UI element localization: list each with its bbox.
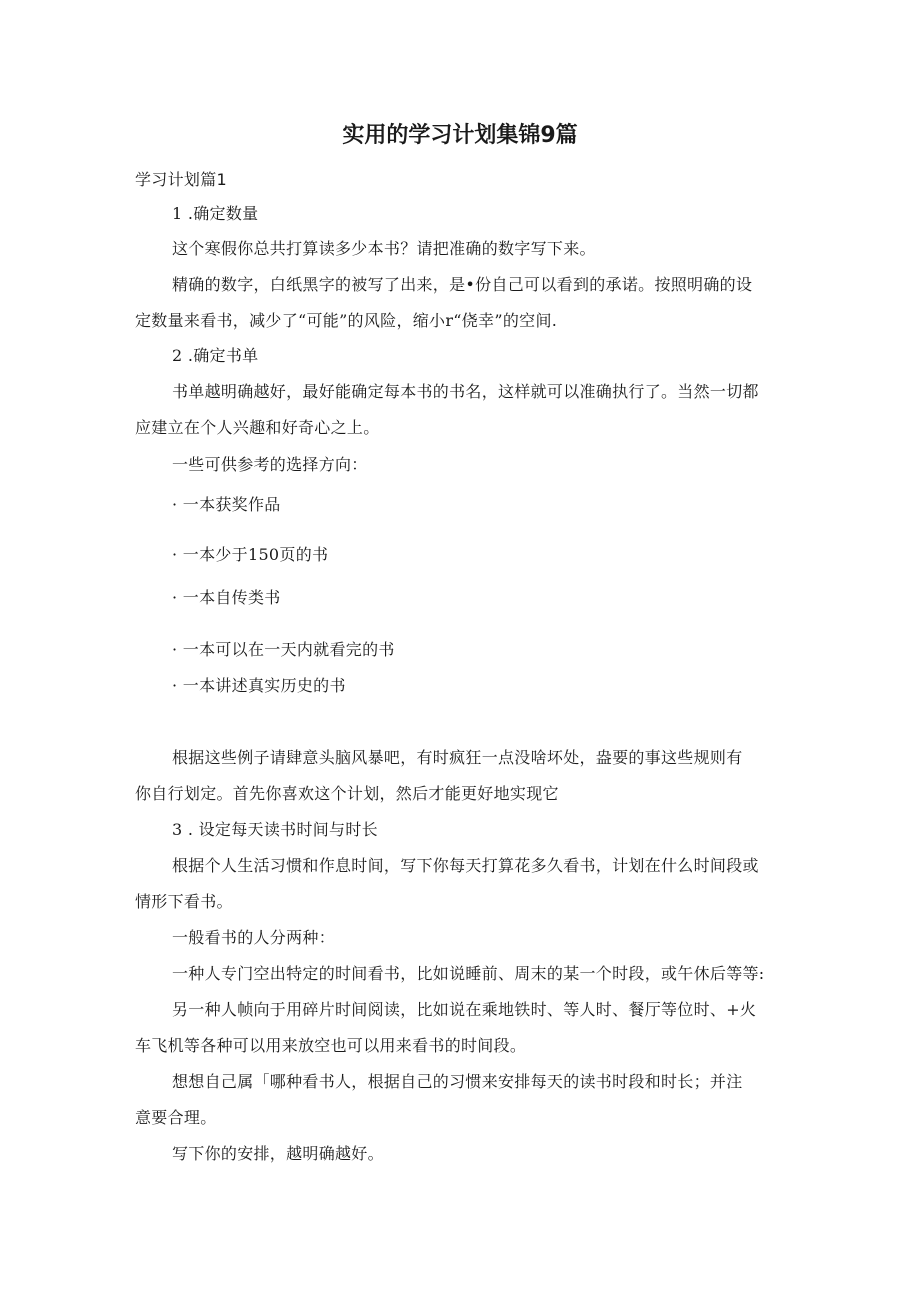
heading-2: 2 .确定书单 [172,346,259,365]
paragraph: 想想自己属「哪种看书人，根据自己的习惯来安排每天的读书时段和时长；并注 [172,1072,743,1091]
paragraph: 情形下看书。 [135,892,233,911]
list-item: · 一本获奖作品 [172,495,281,514]
paragraph: 书单越明确越好，最好能确定每本书的书名，这样就可以准确执行了。当然一切都 [172,382,759,401]
heading-3: 3 . 设定每天读书时间与时长 [172,820,378,839]
paragraph: 根据个人生活习惯和作息时间，写下你每天打算花多久看书，计划在什么时间段或 [172,856,759,875]
paragraph: 车飞机等各种可以用来放空也可以用来看书的时间段。 [135,1036,527,1055]
document-title: 实用的学习计划集锦9篇 [342,123,578,148]
paragraph: 精确的数字，白纸黑字的被写了出来，是•份自己可以看到的承诺。按照明确的设 [172,275,753,294]
list-item: · 一本自传类书 [172,588,281,607]
heading-1: 1 .确定数量 [172,204,259,223]
list-item: · 一本讲述真实历史的书 [172,676,346,695]
section-heading: 学习计划篇1 [135,170,227,189]
paragraph: 应建立在个人兴趣和好奇心之上。 [135,418,380,437]
paragraph: 一般看书的人分两种： [172,928,336,947]
paragraph: 一种人专门空出特定的时间看书，比如说睡前、周末的某一个时段，或午休后等等: [172,964,765,983]
paragraph: 这个寒假你总共打算读多少本书？请把准确的数字写下来。 [172,239,596,258]
paragraph: 你自行划定。首先你喜欢这个计划，然后才能更好地实现它 [135,784,559,803]
paragraph: 意要合理。 [135,1108,217,1127]
paragraph: 定数量来看书，减少了“可能”的风险，缩小r“侥幸”的空间. [135,311,558,330]
paragraph: 一些可供参考的选择方向： [172,455,368,474]
paragraph: 另一种人帧向于用碎片时间阅读，比如说在乘地铁时、等人时、餐厅等位时、+火 [172,1000,757,1019]
list-item: · 一本少于150页的书 [172,545,329,564]
list-item: · 一本可以在一天内就看完的书 [172,640,395,659]
paragraph: 根据这些例子请肆意头脑风暴吧，有时疯狂一点没啥坏处，盎要的事这些规则有 [172,748,743,767]
paragraph: 写下你的安排，越明确越好。 [172,1144,384,1163]
